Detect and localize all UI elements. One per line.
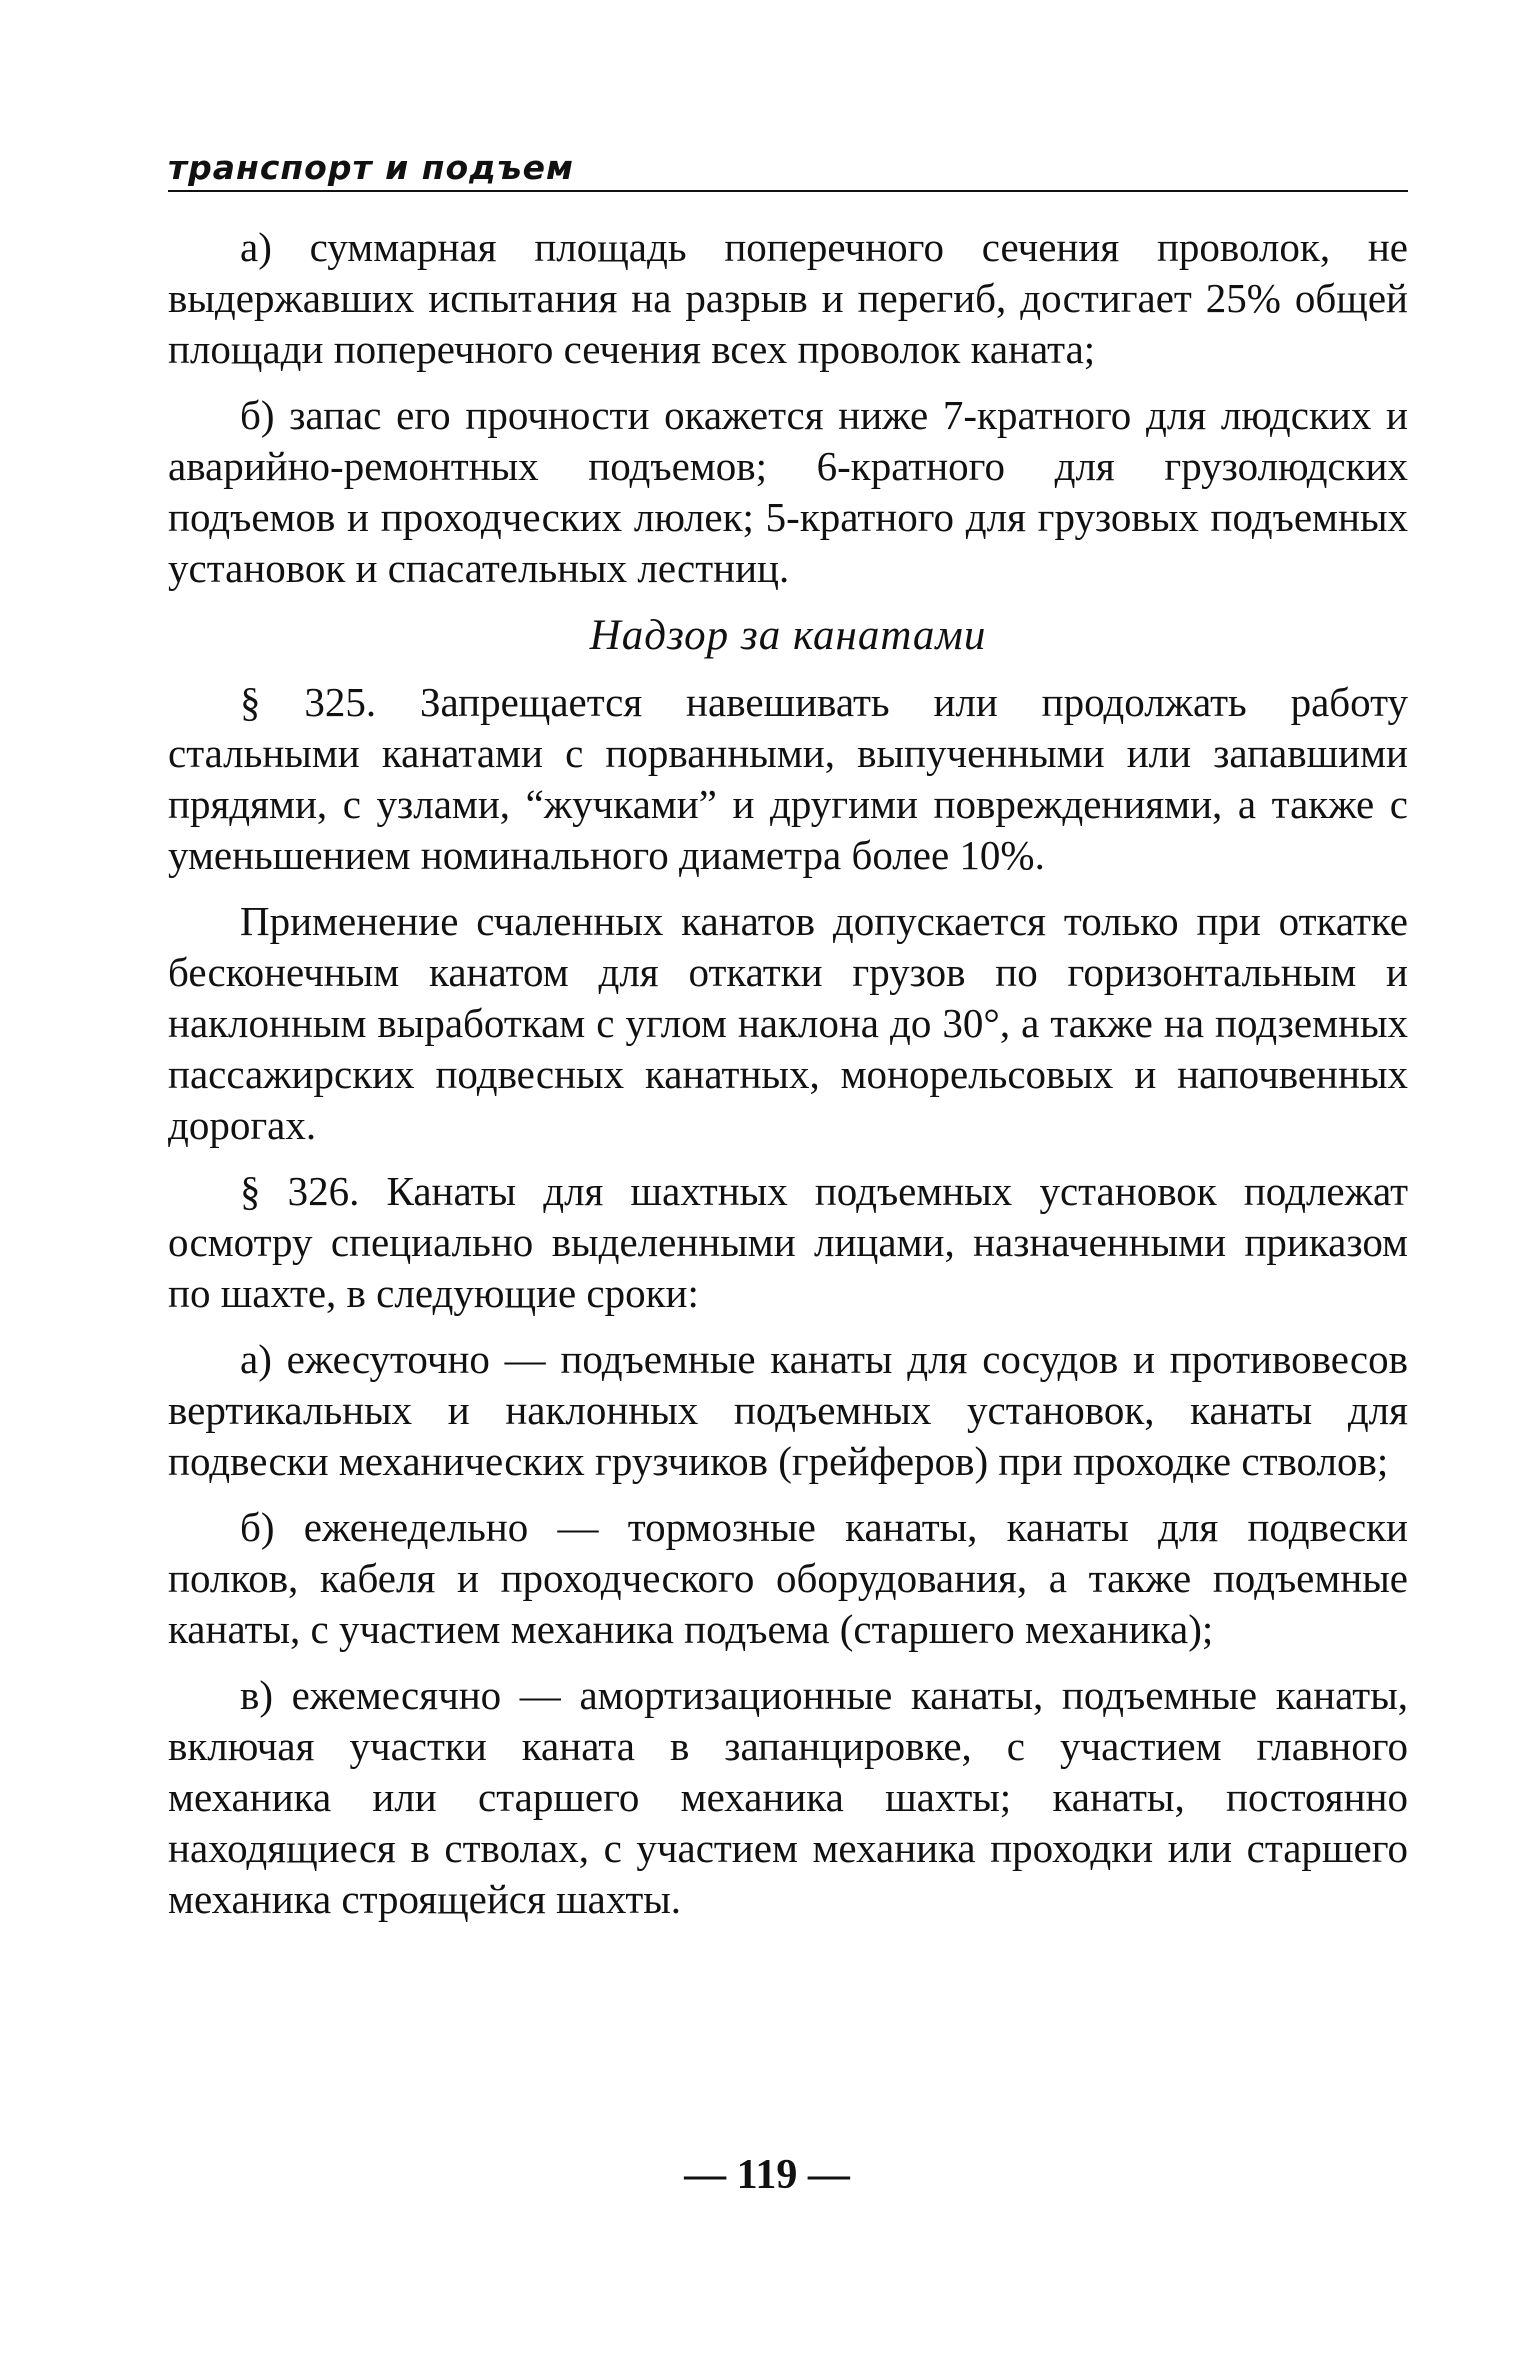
paragraph-326: § 326. Канаты для шахтных подъемных установок подлежат осмотру специально выделенными лицами, назначенными приказом по шахте, в следующие сроки: bbox=[168, 1168, 1408, 1316]
page-number: — 119 — bbox=[684, 2152, 850, 2198]
paragraph-weekly: б) еженедельно — тормозные канаты, канаты для подвески полков, кабеля и проходческого оборудования, а также подъемные канаты, с участием механика подъема (старшего механика); bbox=[168, 1504, 1408, 1652]
paragraph-325: § 325. Запрещается навешивать или продолжать работу стальными канатами с порванными, выпученными или запавшими прядями, с узлами, “жучками” и другими повреждениями, а также с уменьшением номинального диаметра более 10%. bbox=[168, 679, 1408, 878]
paragraph-daily: а) ежесуточно — подъемные канаты для сосудов и противовесов вертикальных и наклонных подъемных установок, канаты для подвески механических грузчиков (грейферов) при проходке стволов; bbox=[168, 1336, 1408, 1484]
page-body bbox=[168, 148, 1408, 1940]
paragraph-a-wire-area: а) суммарная площадь поперечного сечения проволок, не выдержавших испытания на разрыв и перегиб, достигает 25% общей площади поперечного сечения всех проволок каната; bbox=[168, 224, 1408, 372]
paragraph-spliced-ropes: Применение счаленных канатов допускается только при откатке бесконечным канатом для откатки грузов по горизонтальным и наклонным выработкам с углом наклона до 30°, а также на подземных пассажирских подвесных канатных, монорельсовых и напочвенных дорогах. bbox=[168, 898, 1408, 1148]
paragraph-b-safety-factor: б) запас его прочности окажется ниже 7-кратного для людских и аварийно-ремонтных подъемов; 6-кратного для грузолюдских подъемов и проходческих люлек; 5-кратного для грузовых подъемных установок и спасательных лестниц. bbox=[168, 392, 1408, 591]
paragraph-monthly: в) ежемесячно — амортизационные канаты, подъемные канаты, включая участки каната в запанцировке, с участием главного механика или старшего механика шахты; канаты, постоянно находящиеся в стволах, с участием механика проходки или старшего механика строящейся шахты. bbox=[168, 1672, 1408, 1922]
header-rule bbox=[168, 190, 1408, 192]
running-head: транспорт и подъем bbox=[168, 148, 574, 187]
section-heading: Надзор за канатами bbox=[589, 612, 987, 659]
main-text bbox=[168, 222, 1408, 1925]
